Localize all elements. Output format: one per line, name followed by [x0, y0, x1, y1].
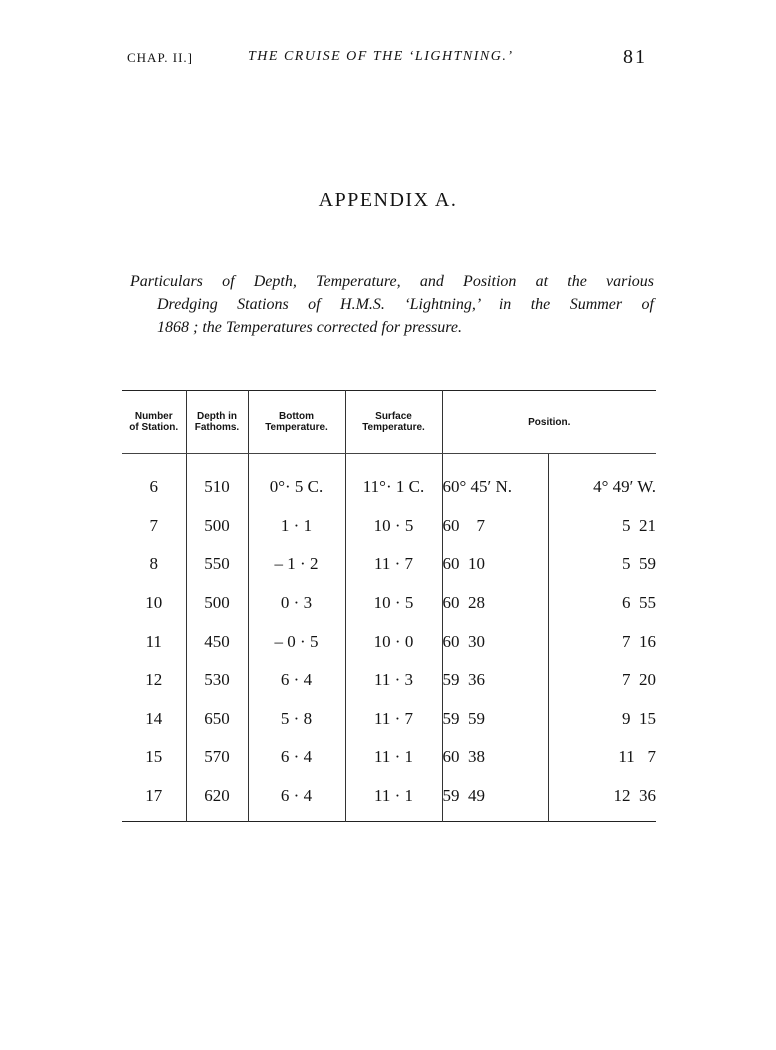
- table-row: [122, 545, 656, 584]
- latitude-cell: 59 49: [442, 777, 548, 822]
- station-number-cell: 10: [145, 593, 163, 613]
- surface-temperature-cell: 10 · 5: [345, 584, 442, 623]
- bottom-temperature-cell: 6 · 4: [248, 738, 345, 777]
- header-spacer: [122, 454, 656, 469]
- table-row: [122, 777, 656, 822]
- caption-line-3: 1868 ; the Temperatures corrected for pressure.: [157, 319, 462, 336]
- depth-cell: 510: [186, 468, 248, 507]
- depth-cell: 650: [186, 700, 248, 739]
- depth-cell: 620: [186, 777, 248, 822]
- table-row: [122, 738, 656, 777]
- bottom-temperature-cell: – 1 · 2: [248, 545, 345, 584]
- table-caption: [130, 270, 654, 339]
- header-position: Position.: [442, 391, 656, 454]
- bottom-temperature-cell: – 0 · 5: [248, 622, 345, 661]
- bottom-temperature-cell: 0°· 5 C.: [248, 468, 345, 507]
- dredging-stations-table: [122, 390, 656, 822]
- station-number-cell: 8: [149, 554, 158, 574]
- longitude-cell: 7 20: [548, 661, 656, 700]
- station-number-cell: 6: [149, 477, 158, 497]
- header-depth: Depth in Fathoms.: [186, 391, 248, 454]
- surface-temperature-cell: 11°· 1 C.: [345, 468, 442, 507]
- surface-temperature-cell: 11 · 1: [345, 777, 442, 822]
- running-head: [0, 46, 776, 70]
- station-number-cell: 11: [145, 631, 162, 651]
- depth-cell: 550: [186, 545, 248, 584]
- caption-line-2: Dredging Stations of H.M.S. ‘Lightning,’ in the Summer of: [157, 296, 654, 313]
- page-number: 81: [623, 46, 647, 68]
- station-number-cell: 7: [149, 515, 158, 535]
- surface-temperature-cell: 10 · 0: [345, 622, 442, 661]
- depth-cell: 450: [186, 622, 248, 661]
- caption-line-1: Particulars of Depth, Temperature, and Position at the various: [130, 273, 654, 290]
- station-number-cell: 14: [145, 708, 163, 728]
- longitude-cell: 5 59: [548, 545, 656, 584]
- chapter-label: CHAP. II.]: [127, 50, 193, 65]
- latitude-cell: 60 7: [442, 507, 548, 546]
- table-row: [122, 507, 656, 546]
- station-number-cell: 17: [145, 786, 163, 806]
- latitude-cell: 60° 45′ N.: [442, 468, 548, 507]
- latitude-cell: 60 30: [442, 622, 548, 661]
- longitude-cell: 4° 49′ W.: [548, 468, 656, 507]
- appendix-title: APPENDIX A.: [318, 189, 458, 211]
- table-row: [122, 661, 656, 700]
- header-station: Number of Station.: [122, 391, 186, 454]
- station-number-cell: 12: [145, 670, 163, 690]
- surface-temperature-cell: 11 · 1: [345, 738, 442, 777]
- table-body: [122, 454, 656, 822]
- header-surface-temperature: Surface Temperature.: [345, 391, 442, 454]
- longitude-cell: 9 15: [548, 700, 656, 739]
- table-row: [122, 622, 656, 661]
- longitude-cell: 11 7: [548, 738, 656, 777]
- longitude-cell: 7 16: [548, 622, 656, 661]
- longitude-cell: 5 21: [548, 507, 656, 546]
- latitude-cell: 60 38: [442, 738, 548, 777]
- surface-temperature-cell: 10 · 5: [345, 507, 442, 546]
- latitude-cell: 59 36: [442, 661, 548, 700]
- latitude-cell: 60 28: [442, 584, 548, 623]
- station-number-cell: 15: [145, 747, 163, 767]
- depth-cell: 530: [186, 661, 248, 700]
- latitude-cell: 60 10: [442, 545, 548, 584]
- depth-cell: 500: [186, 584, 248, 623]
- table-row: [122, 584, 656, 623]
- bottom-temperature-cell: 6 · 4: [248, 661, 345, 700]
- surface-temperature-cell: 11 · 3: [345, 661, 442, 700]
- longitude-cell: 12 36: [548, 777, 656, 822]
- latitude-cell: 59 59: [442, 700, 548, 739]
- bottom-temperature-cell: 0 · 3: [248, 584, 345, 623]
- header-bottom-temperature: Bottom Temperature.: [248, 391, 345, 454]
- table-row: [122, 700, 656, 739]
- book-title: THE CRUISE OF THE ‘LIGHTNING.’: [248, 49, 514, 64]
- bottom-temperature-cell: 5 · 8: [248, 700, 345, 739]
- depth-cell: 570: [186, 738, 248, 777]
- table-row: [122, 468, 656, 507]
- bottom-temperature-cell: 6 · 4: [248, 777, 345, 822]
- surface-temperature-cell: 11 · 7: [345, 700, 442, 739]
- longitude-cell: 6 55: [548, 584, 656, 623]
- table-header-row: [122, 391, 656, 454]
- bottom-temperature-cell: 1 · 1: [248, 507, 345, 546]
- surface-temperature-cell: 11 · 7: [345, 545, 442, 584]
- depth-cell: 500: [186, 507, 248, 546]
